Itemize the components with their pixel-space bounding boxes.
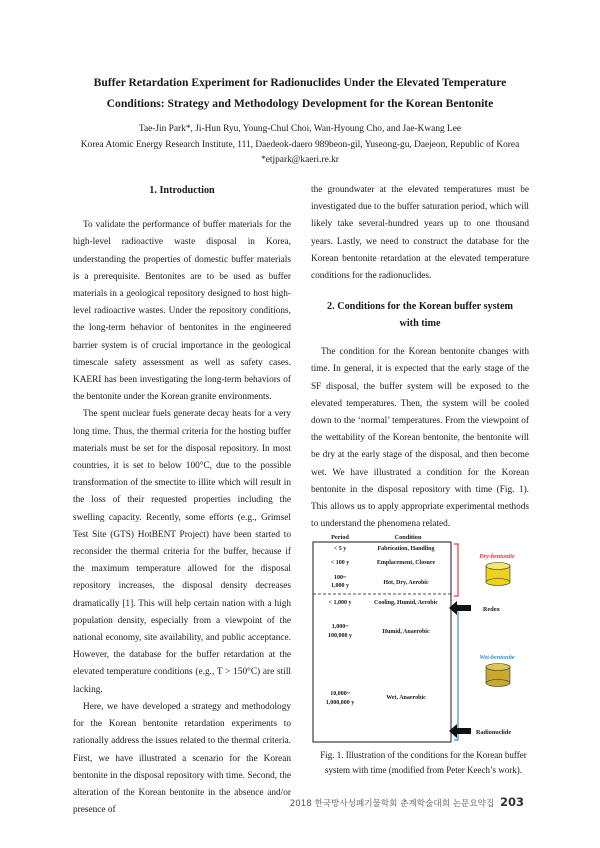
footer-text: 2018 한국방사성폐기물학회 춘계학술대회 논문요약집 [289,799,495,809]
wet-phase-bracket [454,612,458,740]
affiliation: Korea Atomic Energy Research Institute, 111, Daedeok-daero 989beon-gil, Yuseong-gu, Daejeon, Republic of Korea [80,140,520,150]
condition-row-6: Wet, Anaerobic [386,695,426,701]
intro-paragraph-3: Here, we have developed a strategy and methodology for the Korean bentonite retardation experiments to rationally address the issues related to the thermal criteria. First, we have illustrated a scenario for the Korean bentonite in the disposal repository with time. Second, the alteration of the Korean bentonite in the absence and/or presence of [73,701,291,816]
period-row-4: < 1,000 y [328,600,352,606]
condition-row-3: Hot, Dry, Aerobic [383,580,429,586]
authors: Tae-Jin Park*, Ji-Hun Ryu, Young-Chul Choi, Wan-Hyoung Cho, and Jae-Kwang Lee [138,124,462,134]
intro-paragraph-1: To validate the performance of buffer materials for the high-level radioactive waste disposal in Korea, understanding the properties of domestic buffer materials is a prerequisite. Bentonites are to be used as buffer materials in a geological repository designed to host high-level radioactive wastes. Under the repository conditions, the long-term behavior of bentonites in the engineered barrier system is of crucial importance in the geological timescale safety assessment as well as safety cases. KAERI has been investigating the long-term behaviors of the bentonite under the Korean granite environments. [73,220,291,403]
title-line-1: Buffer Retardation Experiment for Radionuclides Under the Elevated Temperature [93,76,507,89]
dry-bentonite-icon [486,563,510,586]
paper-title [40,72,560,114]
section-1-heading: 1. Introduction [149,185,215,196]
condition-row-2: Emplacement, Closure [376,560,436,566]
title-line-2: Conditions: Strategy and Methodology Development for the Korean Bentonite [106,97,494,110]
wet-bentonite-icon [486,664,510,687]
figure-caption: Fig. 1. Illustration of the conditions for the Korean buffer system with time (modified from Peter Keech’s work). [320,750,527,775]
section-2-paragraph: The condition for the Korean bentonite changes with time. In general, it is expected that the early stage of the SF disposal, the buffer system will be exposed to the elevated temperatures. Then, the system will be cooled down to the ‘normal’ temperatures. From the viewpoint of the wettability of the Korean bentonite, the bentonite will be dry at the early stage of the disposal, and then become wet. We have illustrated a condition for the Korean bentonite in the disposal repository with time (Fig. 1). This allows us to apply appropriate experimental methods to understand the phenomena related. [311,347,529,530]
period-row-6-line-1: 10,000~ [330,691,350,697]
condition-row-1: Fabrication, Handling [377,546,435,552]
period-row-1: < 5 y [333,546,347,552]
page-footer [290,795,524,809]
period-row-3-line-1: 100~ [333,575,347,581]
period-row-6-line-2: 1,000,000 y [325,700,355,706]
intro-paragraph-continued: the groundwater at the elevated temperatures must be investigated due to the buffer saturation period, which will likely take several-hundred years up to one thousand years. Lastly, we need to construct the database for the Korean bentonite retardation at the elevated temperature conditions for the radionuclides. [311,185,529,282]
dry-phase-bracket [454,544,458,596]
period-row-5-line-2: 100,000 y [328,633,352,639]
section-2-heading-line-1: 2. Conditions for the Korean buffer system [327,301,513,313]
period-row-2: < 100 y [330,560,350,566]
section-2-heading-line-2: with time [399,318,441,330]
radionuclide-arrow-icon [449,724,471,738]
figure-1 [311,528,536,748]
radionuclide-label: Radionuclide [476,729,512,736]
section-2-heading [311,298,529,332]
dry-bentonite-label: Dry-bentonite [479,553,515,560]
redox-arrow-icon [449,601,471,615]
figure-header-period: Period [331,534,349,541]
page-number: 203 [499,795,524,809]
redox-label: Redox [483,606,500,613]
period-row-3-line-2: 1,000 y [331,583,349,589]
right-column [311,182,529,533]
wet-bentonite-label: Wet-bentonite [479,654,515,661]
email: *etjpark@kaeri.re.kr [261,155,339,165]
intro-paragraph-2: The spent nuclear fuels generate decay heats for a very long time. Thus, the thermal criteria for the hosting buffer materials must be set for the disposal repository. In most countries, it is set to below 100°C, due to the possible transformation of the smectite to illite which will result in the loss of their requested properties including the swelling capacity. Recently, some efforts (e.g., Grimsel Test Site (GTS) HotBENT Project) have been started to reconsider the thermal criteria for the buffer, because if the maximum temperature allowed for the disposal repository increases, the disposal density decreases dramatically [1]. This will help certain nation with a high population density, especially from a viewpoint of the national economy, site availability, and public acceptance. However, the database for the buffer retardation at the elevated temperature conditions (e.g., T > 150°C) are still lacking. [73,409,291,695]
period-row-5-line-1: 1,000~ [331,624,349,630]
figure-header-condition: Condition [394,534,422,541]
left-column [73,182,291,819]
condition-row-4: Cooling, Humid, Aerobic [374,600,438,606]
figure-table-frame [313,542,451,742]
condition-row-5: Humid, Anaerobic [382,629,430,635]
